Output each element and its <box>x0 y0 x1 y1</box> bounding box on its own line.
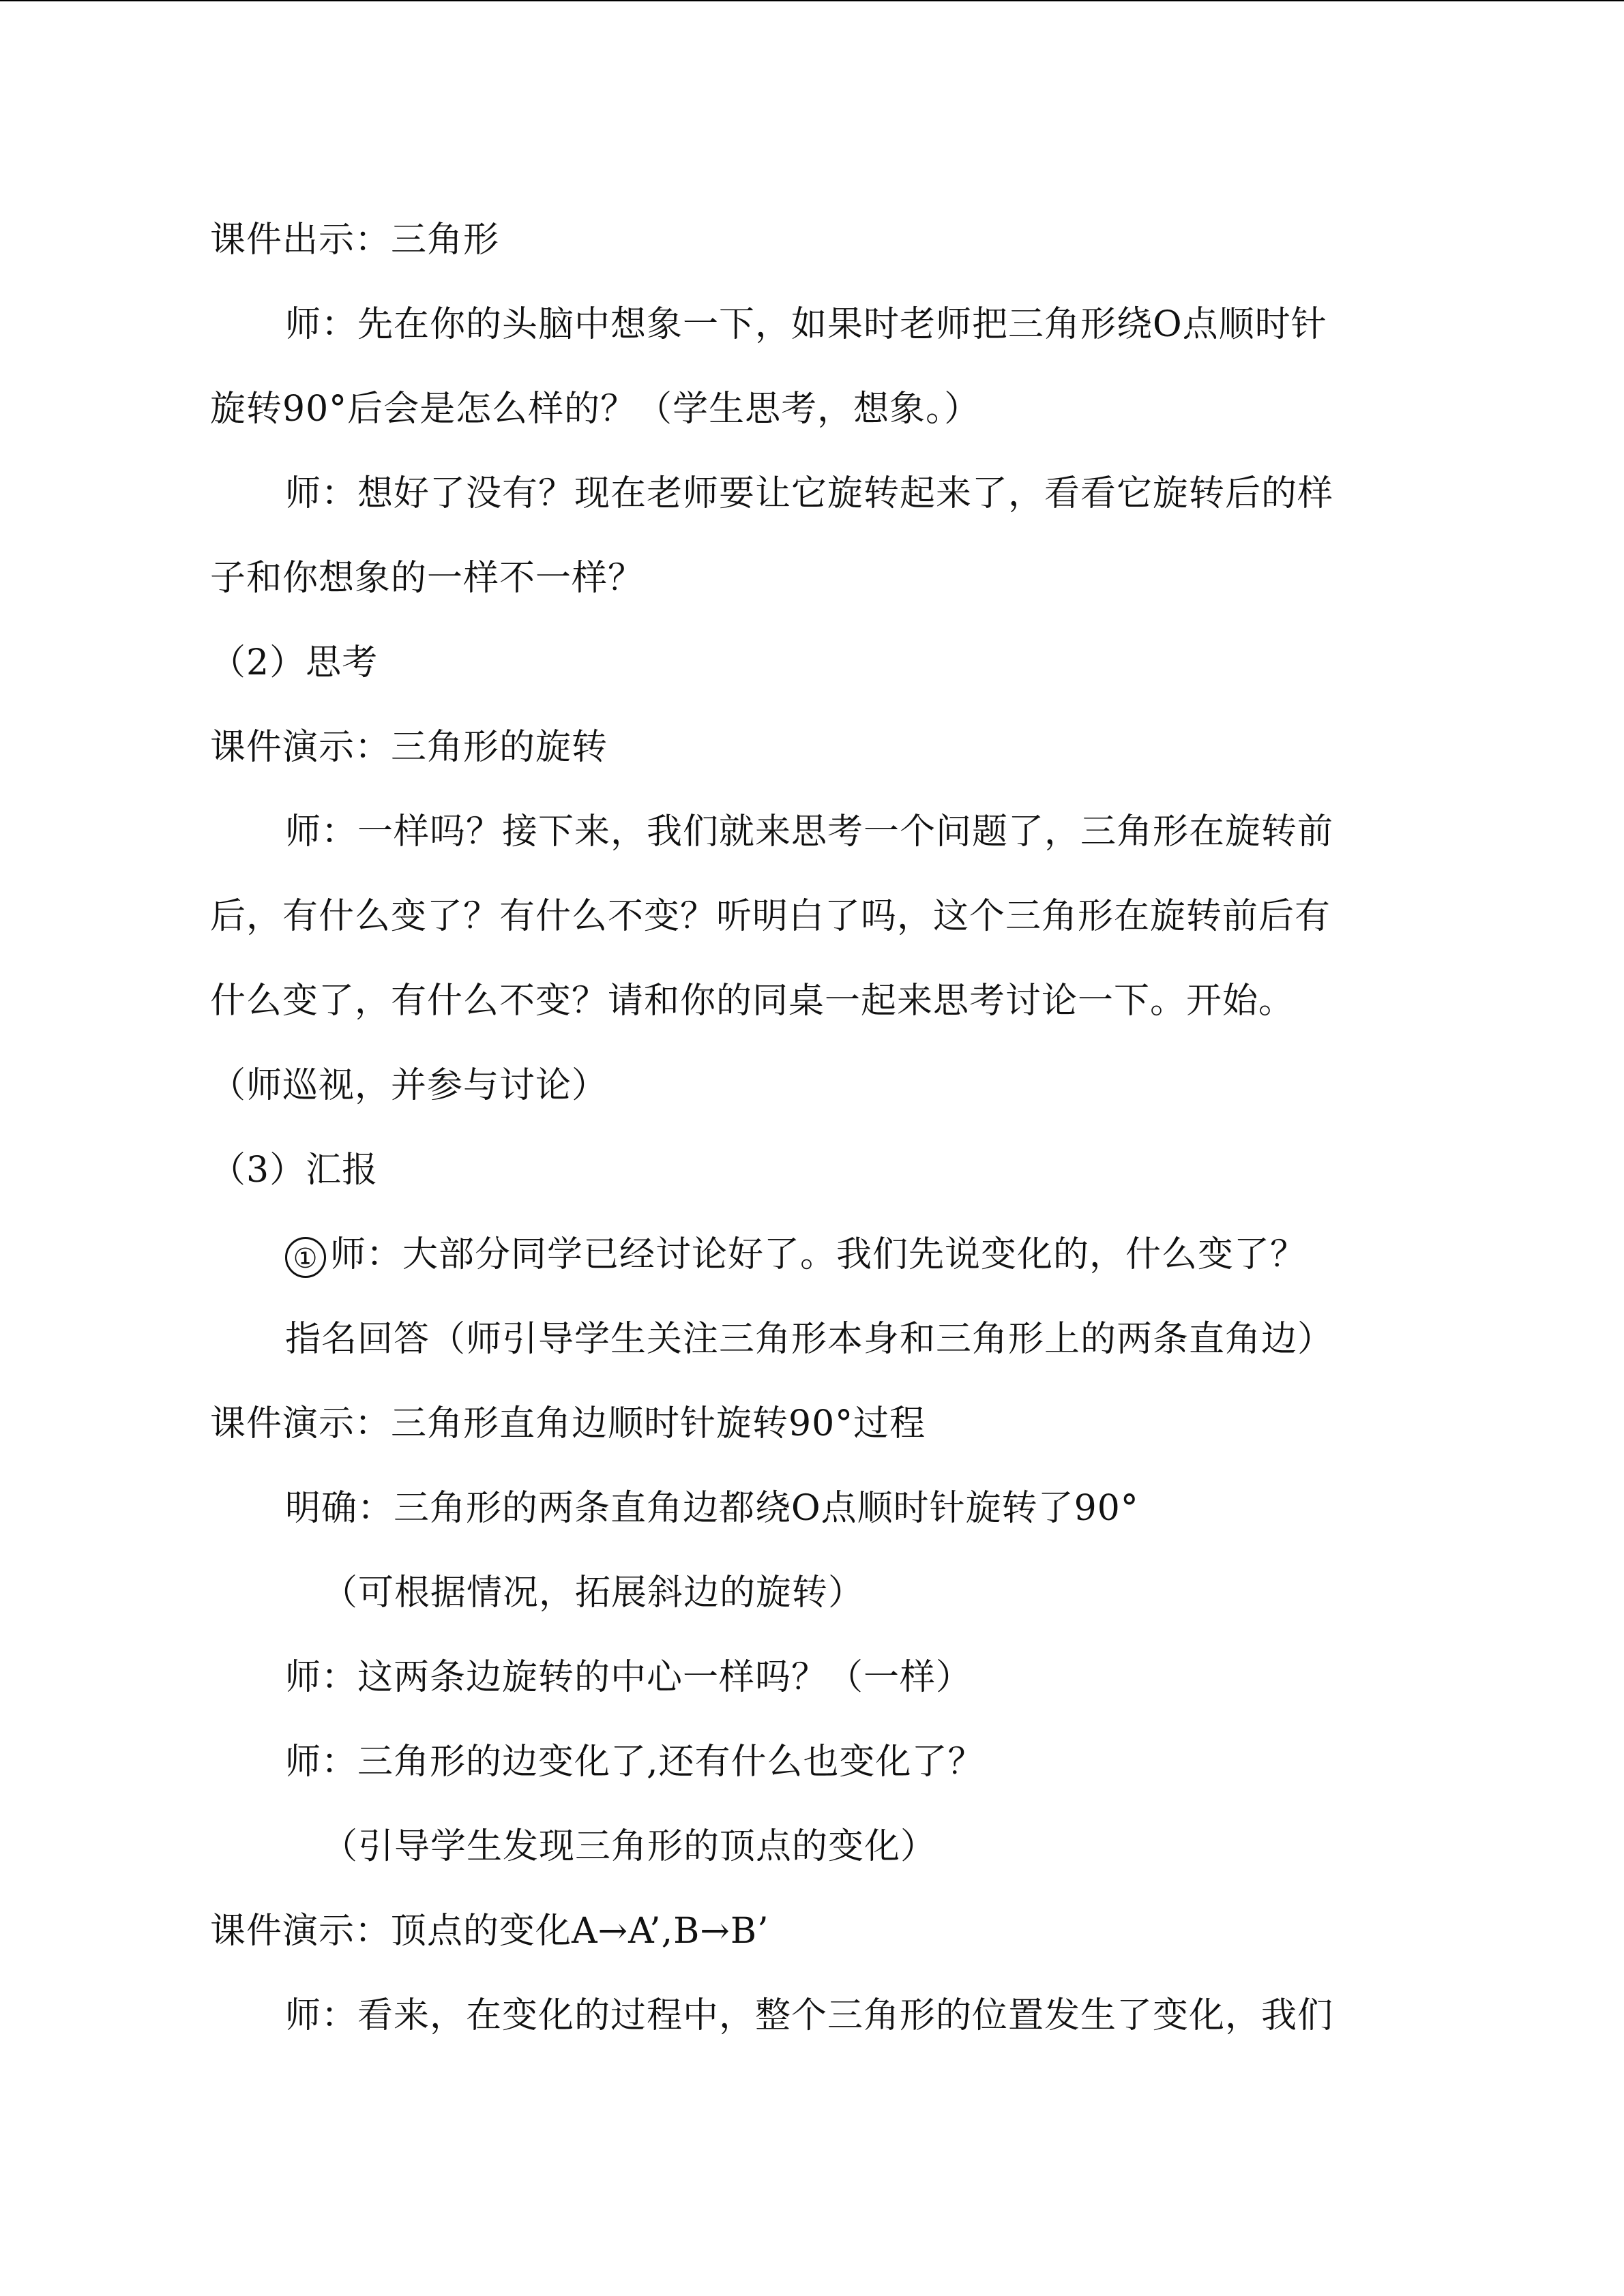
text-line-14: 指名回答（师引导学生关注三角形本身和三角形上的两条直角边） <box>285 1319 1334 1360</box>
text-line-5: 子和你想象的一样不一样？ <box>210 558 645 599</box>
text-line-11: （师巡视，并参与讨论） <box>210 1065 608 1106</box>
text-line-8: 师：一样吗？接下来，我们就来思考一个问题了，三角形在旋转前 <box>285 811 1334 852</box>
text-line-18: 师：这两条边旋转的中心一样吗？（一样） <box>285 1657 973 1698</box>
text-line-3: 旋转90°后会是怎么样的？（学生思考，想象。） <box>210 389 981 430</box>
section-heading-report: （3）汇报 <box>210 1150 379 1191</box>
text-line-13-content: 师：大部分同学已经讨论好了。我们先说变化的，什么变了？ <box>330 1234 1307 1275</box>
text-line-20: （引导学生发现三角形的顶点的变化） <box>322 1826 937 1867</box>
text-line-16: 明确：三角形的两条直角边都绕O点顺时针旋转了90° <box>285 1488 1139 1529</box>
text-line-4: 师：想好了没有？现在老师要让它旋转起来了，看看它旋转后的样 <box>285 473 1334 514</box>
text-line-10: 什么变了，有什么不变？请和你的同桌一起来思考讨论一下。开始。 <box>210 981 1295 1022</box>
text-line-19: 师：三角形的边变化了,还有什么也变化了？ <box>285 1742 984 1783</box>
text-line-22: 师：看来，在变化的过程中，整个三角形的位置发生了变化，我们 <box>285 1995 1334 2036</box>
text-line-21: 课件演示：顶点的变化A→A’,B→B’ <box>210 1911 769 1952</box>
text-line-1: 课件出示：三角形 <box>210 220 500 260</box>
text-line-13 <box>285 1233 1306 1278</box>
text-line-2: 师：先在你的头脑中想象一下，如果时老师把三角形绕O点顺时针 <box>285 304 1327 345</box>
text-line-9: 后，有什么变了？有什么不变？听明白了吗，这个三角形在旋转前后有 <box>210 896 1331 937</box>
text-line-15: 课件演示：三角形直角边顺时针旋转90°过程 <box>210 1403 926 1444</box>
text-line-17: （可根据情况，拓展斜边的旋转） <box>322 1572 865 1613</box>
circled-number-marker: ① <box>285 1237 326 1278</box>
section-heading-think: （2）思考 <box>210 642 379 683</box>
text-line-7: 课件演示：三角形的旋转 <box>210 727 608 768</box>
